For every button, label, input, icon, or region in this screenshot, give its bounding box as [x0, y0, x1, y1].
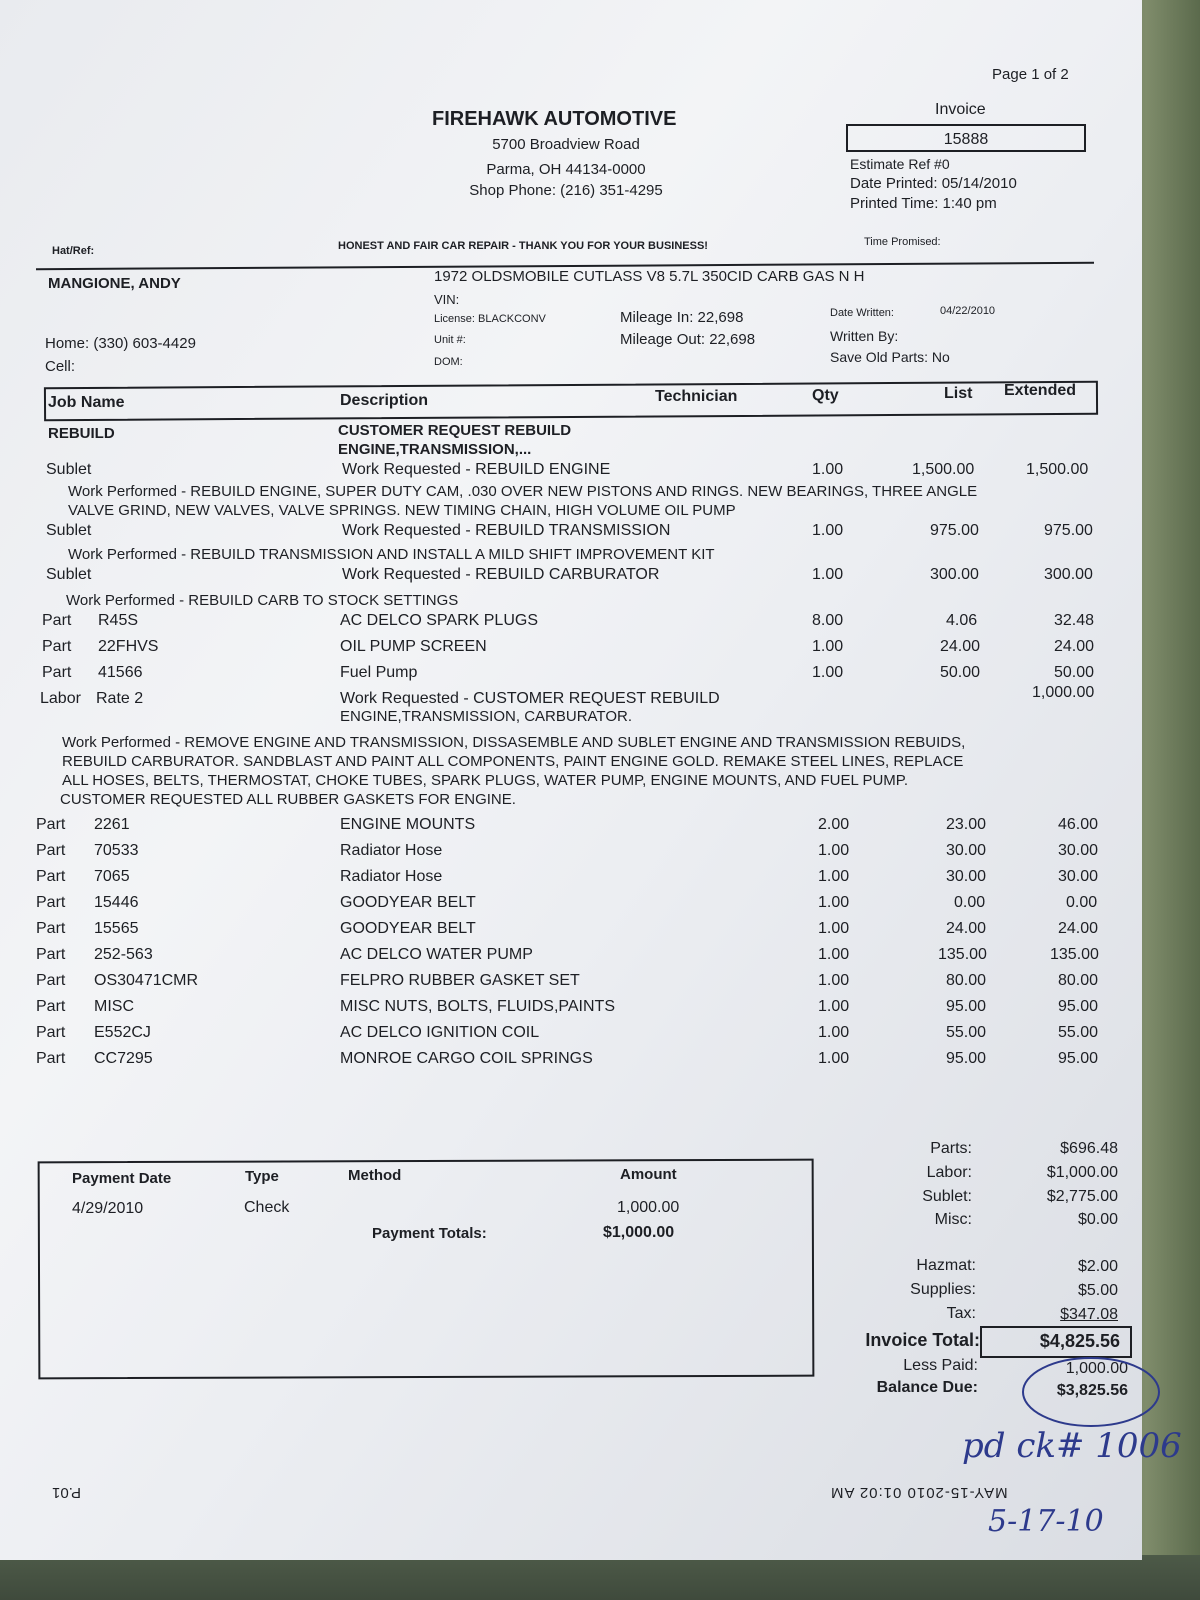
- table-row: Sublet Work Requested - REBUILD ENGINE 1.00 1,500.00 1,500.00: [46, 461, 1089, 478]
- payment-col-amount: Amount: [620, 1166, 677, 1183]
- invoice-number: 15888: [943, 131, 989, 148]
- work-performed: Work Performed - REBUILD ENGINE, SUPER DUTY CAM, .030 OVER NEW PISTONS AND RINGS. NEW BEARINGS, THREE ANGLE: [68, 483, 978, 500]
- invoice-total-label: Invoice Total:: [865, 1330, 980, 1350]
- table-row: Part CC7295 MONROE CARGO COIL SPRINGS 1.00 95.00 95.00: [36, 1050, 1099, 1067]
- time-promised-label: Time Promised:: [864, 236, 941, 248]
- invoice-label: Invoice: [935, 101, 986, 118]
- tax-total: $347.08: [1060, 1306, 1118, 1323]
- col-qty: Qty: [812, 387, 839, 404]
- col-job-name: Job Name: [48, 394, 125, 411]
- table-row: Part 252-563 AC DELCO WATER PUMP 1.00 135.00 135.00: [36, 946, 1099, 963]
- work-performed: REBUILD CARBURATOR. SANDBLAST AND PAINT ALL COMPONENTS, PAINT ENGINE GOLD. REMAKE STEEL LINES, REPLACE: [62, 753, 964, 770]
- work-performed: Work Performed - REBUILD CARB TO STOCK SETTINGS: [66, 592, 459, 609]
- table-row: Part E552CJ AC DELCO IGNITION COIL 1.00 55.00 55.00: [36, 1024, 1099, 1041]
- handwritten-payment-note: pd ck# 1006: [962, 1426, 1182, 1466]
- handwritten-circle: [1018, 1352, 1168, 1432]
- labor-total-label: Labor:: [926, 1164, 972, 1181]
- vin-label: VIN:: [434, 292, 460, 307]
- estimate-ref: Estimate Ref #0: [850, 156, 950, 172]
- table-row: Part OS30471CMR FELPRO RUBBER GASKET SET 1.00 80.00 80.00: [36, 972, 1099, 989]
- table-row: Labor Rate 2 Work Requested - CUSTOMER REQUEST REBUILD 1,000.00: [40, 684, 1095, 707]
- shop-address-2: Parma, OH 44134-0000: [486, 161, 646, 178]
- floor-background: [0, 1555, 1200, 1600]
- hazmat-label: Hazmat:: [916, 1257, 976, 1274]
- table-row: Sublet Work Requested - REBUILD CARBURATOR 1.00 300.00 300.00: [46, 566, 1093, 583]
- mileage-out: Mileage Out: 22,698: [620, 331, 756, 348]
- less-paid: 1,000.00: [1065, 1360, 1128, 1377]
- fax-page-mark: P.01: [52, 1484, 81, 1501]
- work-performed: CUSTOMER REQUESTED ALL RUBBER GASKETS FOR ENGINE.: [60, 791, 516, 808]
- work-performed: VALVE GRIND, NEW VALVES, VALVE SPRINGS. NEW TIMING CHAIN, HIGH VOLUME OIL PUMP: [68, 502, 736, 519]
- dom-label: DOM:: [434, 356, 463, 368]
- work-performed: Work Performed - REMOVE ENGINE AND TRANSMISSION, DISSASEMBLE AND SUBLET ENGINE AND TRANSMISSION REBUIDS,: [62, 734, 966, 751]
- balance-due: $3,825.56: [1056, 1382, 1128, 1399]
- payment-amount: 1,000.00: [617, 1199, 680, 1216]
- table-row: Part 15565 GOODYEAR BELT 1.00 24.00 24.00: [36, 920, 1099, 937]
- payment-col-date: Payment Date: [72, 1170, 172, 1187]
- col-extended: Extended: [1004, 382, 1077, 399]
- col-description: Description: [340, 392, 429, 409]
- col-list: List: [944, 385, 973, 402]
- payment-box: [38, 1159, 815, 1380]
- page-number: Page 1 of 2: [992, 66, 1069, 83]
- table-row: Part 41566 Fuel Pump 1.00 50.00 50.00: [42, 664, 1095, 681]
- job-description-2: ENGINE,TRANSMISSION,...: [338, 441, 532, 458]
- labor-description-2: ENGINE,TRANSMISSION, CARBURATOR.: [340, 708, 632, 725]
- parts-total-label: Parts:: [930, 1140, 972, 1157]
- payment-col-type: Type: [245, 1168, 279, 1185]
- slogan: HONEST AND FAIR CAR REPAIR - THANK YOU FOR YOUR BUSINESS!: [338, 240, 708, 252]
- table-row: Part 7065 Radiator Hose 1.00 30.00 30.00: [36, 868, 1099, 885]
- vehicle-description: 1972 OLDSMOBILE CUTLASS V8 5.7L 350CID CARB GAS N H: [434, 268, 865, 285]
- sublet-total: $2,775.00: [1046, 1188, 1118, 1205]
- shop-name: FIREHAWK AUTOMOTIVE: [432, 108, 677, 130]
- table-row: Part 22FHVS OIL PUMP SCREEN 1.00 24.00 24.00: [42, 638, 1095, 655]
- hat-ref-label: Hat/Ref:: [52, 245, 95, 257]
- payment-totals-label: Payment Totals:: [372, 1225, 487, 1242]
- license: License: BLACKCONV: [434, 313, 546, 325]
- date-written: 04/22/2010: [940, 305, 996, 317]
- shop-address-1: 5700 Broadview Road: [492, 136, 640, 153]
- payment-type: Check: [244, 1199, 290, 1216]
- sublet-total-label: Sublet:: [922, 1188, 972, 1205]
- table-row: Part R45S AC DELCO SPARK PLUGS 8.00 4.06 32.48: [42, 612, 1095, 629]
- table-row: Part 15446 GOODYEAR BELT 1.00 0.00 0.00: [36, 894, 1098, 911]
- save-old-parts: Save Old Parts: No: [830, 349, 950, 365]
- tax-label: Tax:: [946, 1305, 976, 1322]
- date-printed: Date Printed: 05/14/2010: [850, 175, 1017, 192]
- payment-date: 4/29/2010: [72, 1200, 144, 1217]
- work-performed: ALL HOSES, BELTS, THERMOSTAT, CHOKE TUBES, SPARK PLUGS, WATER PUMP, ENGINE MOUNTS, AND FUEL PUMP.: [62, 772, 909, 789]
- table-header-box: [44, 381, 1098, 421]
- parts-total: $696.48: [1060, 1140, 1118, 1157]
- customer-cell-label: Cell:: [45, 358, 76, 375]
- work-performed: Work Performed - REBUILD TRANSMISSION AND INSTALL A MILD SHIFT IMPROVEMENT KIT: [68, 546, 715, 563]
- job-name: REBUILD: [48, 425, 115, 442]
- customer-home-phone: Home: (330) 603-4429: [45, 335, 196, 352]
- table-row: Part 70533 Radiator Hose 1.00 30.00 30.00: [36, 842, 1099, 859]
- misc-total-label: Misc:: [934, 1211, 972, 1228]
- written-by-label: Written By:: [830, 328, 899, 344]
- invoice-total: $4,825.56: [1039, 1331, 1120, 1351]
- printed-time: Printed Time: 1:40 pm: [850, 195, 997, 212]
- table-row: Sublet Work Requested - REBUILD TRANSMISSION 1.00 975.00 975.00: [46, 522, 1093, 539]
- handwritten-date: 5-17-10: [988, 1504, 1104, 1539]
- customer-name: MANGIONE, ANDY: [48, 275, 181, 292]
- labor-total: $1,000.00: [1046, 1164, 1118, 1181]
- balance-due-label: Balance Due:: [876, 1379, 978, 1396]
- table-row: Part MISC MISC NUTS, BOLTS, FLUIDS,PAINTS 1.00 95.00 95.00: [36, 998, 1099, 1015]
- supplies-label: Supplies:: [910, 1281, 976, 1298]
- payment-totals: $1,000.00: [603, 1224, 675, 1241]
- payment-col-method: Method: [348, 1167, 402, 1184]
- misc-total: $0.00: [1077, 1211, 1118, 1228]
- fax-timestamp: MAY-15-2010 01:02 AM: [830, 1484, 1008, 1501]
- mileage-in: Mileage In: 22,698: [620, 309, 744, 326]
- shop-phone: Shop Phone: (216) 351-4295: [469, 182, 663, 199]
- col-technician: Technician: [655, 388, 738, 405]
- job-description-1: CUSTOMER REQUEST REBUILD: [338, 422, 572, 439]
- supplies-total: $5.00: [1077, 1282, 1118, 1299]
- table-row: Part 2261 ENGINE MOUNTS 2.00 23.00 46.00: [36, 816, 1099, 833]
- hazmat-total: $2.00: [1077, 1258, 1118, 1275]
- unit-label: Unit #:: [434, 334, 466, 346]
- date-written-label: Date Written:: [830, 307, 894, 319]
- less-paid-label: Less Paid:: [903, 1357, 978, 1374]
